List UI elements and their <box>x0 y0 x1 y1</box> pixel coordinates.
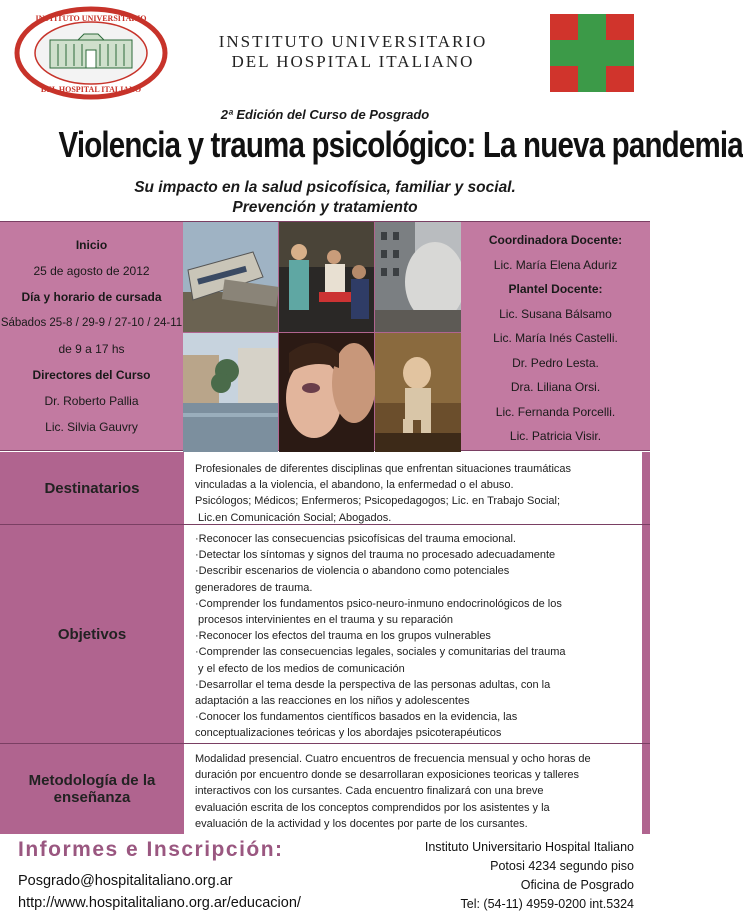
plantel-item: Lic. Patricia Visir. <box>509 429 602 443</box>
institute-name-line1: INSTITUTO UNIVERSITARIO <box>218 32 488 51</box>
crying-child-photo <box>375 333 461 452</box>
course-info <box>0 222 183 450</box>
info-band <box>0 221 650 451</box>
photo-collage <box>183 222 461 452</box>
destinatarios-text <box>184 452 650 524</box>
objetivos-label: Objetivos <box>0 525 184 743</box>
metodologia-label <box>0 744 184 834</box>
objetivo-item: procesos intervinientes en el trauma y su reparación <box>195 614 454 627</box>
hospital-cross-icon <box>550 14 634 92</box>
metodologia-label-line2: enseñanza <box>53 789 131 806</box>
plantel-item: Lic. Susana Bálsamo <box>499 306 612 321</box>
logo-bottom-text: DEL HOSPITAL ITALIANO <box>40 85 142 94</box>
objetivo-item: ·Comprender los fundamentos psico-neuro-inmuno endocrinológicos de los <box>195 597 562 610</box>
text-line: Profesionales de diferentes disciplinas que enfrentan situaciones traumáticas <box>195 463 572 475</box>
objetivo-item: ·Reconocer las consecuencias psicofísicas del trauma emocional. <box>195 533 516 545</box>
institute-name-line2: DEL HOSPITAL ITALIANO <box>231 52 475 71</box>
objetivo-item: ·Reconocer los efectos del trauma en los grupos vulnerables <box>195 630 491 643</box>
plantel-item: Dr. Pedro Lesta. <box>512 355 599 370</box>
text-line: evaluación escrita de los conceptos comprendidos por los asistentes y la <box>195 801 550 814</box>
objetivo-item: generadores de trauma. <box>195 581 313 594</box>
objetivo-item: conceptualizaciones teóricas y los abordajes psicoterapéuticos <box>195 727 502 740</box>
destinatarios-section <box>0 452 650 525</box>
phone-line: Tel: (54-11) 4959-0200 int.5324 <box>460 897 634 911</box>
informes-heading: Informes e Inscripción: <box>18 838 284 861</box>
edition-label: 2ª Edición del Curso de Posgrado <box>220 107 430 122</box>
bruised-face-photo <box>279 333 374 452</box>
text-line: duración por encuentro donde se desarrollaran exposiciones teoricas y talleres <box>195 769 580 782</box>
objetivo-item: ·Conocer los fundamentos científicos basados en la evidencia, las <box>195 711 518 724</box>
address-line: Instituto Universitario Hospital Italiano <box>424 840 634 854</box>
subtitle <box>0 178 650 218</box>
objetivo-item: ·Desarrollar el tema desde la perspectiva de las personas adultas, con la <box>195 678 551 691</box>
contact-links <box>18 870 301 914</box>
address-block <box>364 838 634 914</box>
objetivo-item: ·Comprender las consecuencias legales, sociales y comunitarias del trauma <box>195 646 566 659</box>
row-edge <box>642 452 650 524</box>
destinatarios-label: Destinatarios <box>0 452 184 524</box>
metodologia-section <box>0 744 650 835</box>
hours-value: de 9 a 17 hs <box>58 342 125 356</box>
plantel-label: Plantel Docente: <box>508 282 603 296</box>
text-line: Lic.en Comunicación Social; Abogados. <box>195 511 392 524</box>
metodologia-label-line1: Metodología de la <box>28 772 156 789</box>
address-line: Oficina de Posgrado <box>520 878 634 892</box>
footer <box>0 834 650 919</box>
director-item: Lic. Silvia Gauvry <box>45 420 138 434</box>
inicio-label: Inicio <box>75 238 108 252</box>
institute-logo <box>14 6 168 100</box>
subtitle-line2: Prevención y tratamiento <box>232 199 418 216</box>
website-link[interactable]: http://www.hospitalitaliano.org.ar/educacion/ <box>18 895 301 911</box>
teaching-staff <box>461 222 650 450</box>
subtitle-line1: Su impacto en la salud psicofísica, familiar y social. <box>134 179 516 196</box>
text-line: evaluación de la actividad y los docentes por parte de los cursantes. <box>195 817 528 830</box>
plantel-item: Dra. Liliana Orsi. <box>510 380 601 394</box>
plantel-item: Lic. Fernanda Porcelli. <box>495 404 616 419</box>
page-title: Violencia y trauma psicológico: La nueva pandemia <box>58 124 743 165</box>
objetivo-item: y el efecto de los medios de comunicación <box>195 662 405 675</box>
director-item: Dr. Roberto Pallia <box>44 394 139 408</box>
logo-top-text: INSTITUTO UNIVERSITARIO <box>35 14 147 23</box>
horario-value: Sábados 25-8 / 29-9 / 27-10 / 24-11 <box>0 317 183 329</box>
inicio-value: 25 de agosto de 2012 <box>33 264 150 278</box>
text-line: vinculadas a la violencia, el abandono, la enfermedad o el abuso. <box>195 479 514 492</box>
flood-photo <box>183 333 278 452</box>
objetivos-list <box>184 525 650 743</box>
text-line: Psicólogos; Médicos; Enfermeros; Psicopedagogos; Lic. en Trabajo Social; <box>195 495 561 508</box>
train-crash-photo <box>183 222 278 332</box>
coordinadora-value: Lic. María Elena Aduriz <box>493 257 618 272</box>
address-line: Potosi 4234 segundo piso <box>490 859 634 873</box>
horario-label: Día y horario de cursada <box>21 290 162 304</box>
objetivo-item: ·Describir escenarios de violencia o abandono como potenciales <box>195 565 510 578</box>
institute-name <box>198 32 508 72</box>
coordinadora-label: Coordinadora Docente: <box>488 233 623 247</box>
row-edge <box>642 525 650 743</box>
text-line: Modalidad presencial. Cuatro encuentros de frecuencia mensual y ocho horas de <box>195 753 591 765</box>
objetivos-section <box>0 525 650 744</box>
building-collapse-photo <box>375 222 461 332</box>
metodologia-text <box>184 744 650 834</box>
directores-label: Directores del Curso <box>32 368 151 382</box>
plantel-item: Lic. María Inés Castelli. <box>493 331 618 345</box>
objetivo-item: adaptación a las reacciones en los niños y adolescentes <box>195 695 470 708</box>
text-line: interactivos con los cursantes. Cada encuentro finalizará con una breve <box>195 785 544 798</box>
emergency-rescue-photo <box>279 222 374 332</box>
header <box>0 0 650 105</box>
objetivo-item: ·Detectar los síntomas y signos del trauma no procesado adecuadamente <box>195 549 556 562</box>
row-edge <box>642 744 650 834</box>
email-link[interactable]: Posgrado@hospitalitaliano.org.ar <box>18 873 233 889</box>
